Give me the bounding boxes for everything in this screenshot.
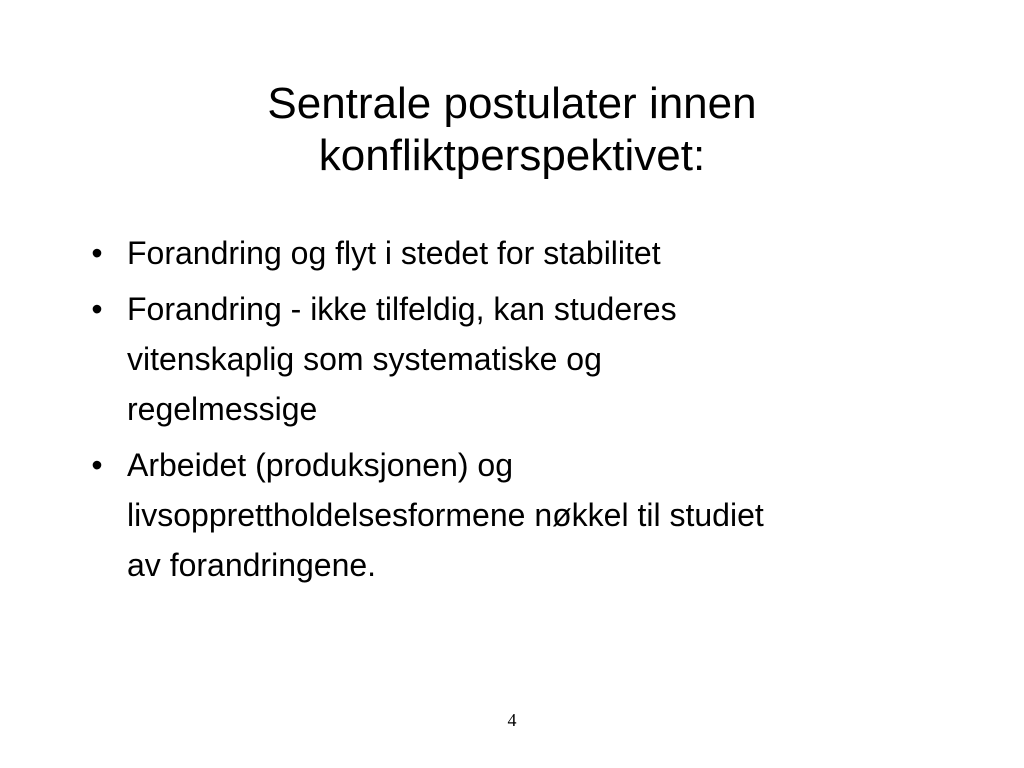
page-number: 4 bbox=[507, 710, 517, 730]
bullet-list bbox=[82, 228, 962, 596]
bullet-2-line-2: vitenskaplig som systematiske og bbox=[127, 341, 602, 377]
bullet-icon: • bbox=[91, 235, 103, 271]
slide-title-line-1: Sentrale postulater innen bbox=[267, 79, 757, 128]
bullet-text-2 bbox=[127, 284, 962, 434]
bullet-icon: • bbox=[91, 291, 103, 327]
bullet-3-line-2: livsopprettholdelsesformene nøkkel til studiet bbox=[127, 497, 764, 533]
bullet-text-3 bbox=[127, 440, 962, 590]
bullet-3-line-1: Arbeidet (produksjonen) og bbox=[127, 447, 514, 483]
bullet-item-3 bbox=[82, 440, 962, 590]
bullet-item-2 bbox=[82, 284, 962, 434]
slide-title-line-2: konfliktperspektivet: bbox=[318, 131, 706, 180]
slide-title bbox=[100, 78, 924, 182]
bullet-2-line-1: Forandring - ikke tilfeldig, kan studeres bbox=[127, 291, 677, 327]
bullet-icon: • bbox=[91, 447, 103, 483]
bullet-3-line-3: av forandringene. bbox=[127, 547, 377, 583]
bullet-1-line-1: Forandring og flyt i stedet for stabilitet bbox=[127, 235, 661, 271]
bullet-2-line-3: regelmessige bbox=[127, 391, 318, 427]
bullet-text-1 bbox=[127, 228, 962, 278]
bullet-item-1 bbox=[82, 228, 962, 278]
